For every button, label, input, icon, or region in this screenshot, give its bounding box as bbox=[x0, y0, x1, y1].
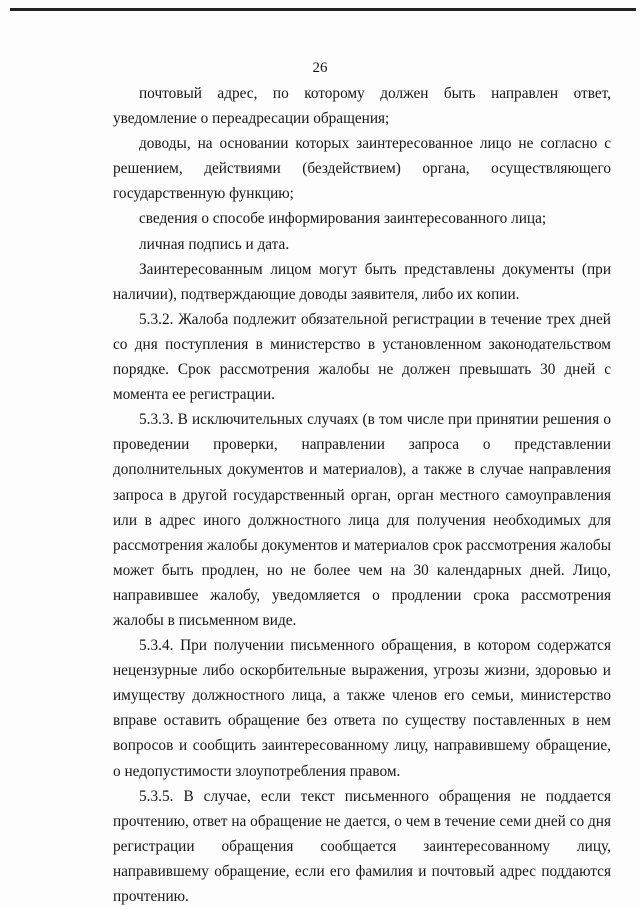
paragraph-5-3-4: 5.3.4. При получении письменного обращения, в котором содержатся нецензурные либо оскорбительные выражения, угрозы жизни, здоровью и имуществу должностного лица, а также членов его семьи, министерство вправе оставить обращение без ответа по существу поставленных в нем вопросов и сообщить заинтересованному лицу, направившему обращение, о недопустимости злоупотребления правом. bbox=[113, 637, 611, 780]
document-body bbox=[113, 81, 611, 909]
paragraph-5-3-3: 5.3.3. В исключительных случаях (в том числе при принятии решения о проведении проверки, направлении запроса о представлении дополнительных документов и материалов), а также в случае направления запроса в другой государственный орган, орган местного самоуправления или в адрес иного должностного лица для получения необходимых для рассмотрения жалобы документов и материалов срок рассмотрения жалобы может быть продлен, но не более чем на 30 календарных дней. Лицо, направившее жалобу, уведомляется о продлении срока рассмотрения жалобы в письменном виде. bbox=[113, 411, 611, 629]
page-number: 26 bbox=[312, 60, 328, 76]
paragraph-5-3-5: 5.3.5. В случае, если текст письменного обращения не поддается прочтению, ответ на обращение не дается, о чем в течение семи дней со дня регистрации обращения сообщается заинтересованному лицу, направившему обращение, если его фамилия и почтовый адрес поддаются прочтению. bbox=[113, 787, 611, 905]
paragraph-notification-method: сведения о способе информирования заинтересованного лица; bbox=[139, 210, 547, 228]
paragraph-documents: Заинтересованным лицом могут быть представлены документы (при наличии), подтверждающие доводы заявителя, либо их копии. bbox=[113, 260, 611, 303]
top-border-line bbox=[10, 8, 636, 11]
paragraph-arguments: доводы, на основании которых заинтересованное лицо не согласно с решением, действиями (бездействием) органа, осуществляющего государственную функцию; bbox=[113, 135, 611, 203]
paragraph-signature-date: личная подпись и дата. bbox=[139, 235, 290, 253]
paragraph-5-3-2: 5.3.2. Жалоба подлежит обязательной регистрации в течение трех дней со дня поступления в министерство в установленном законодательством порядке. Срок рассмотрения жалобы не должен превышать 30 дней с момента ее регистрации. bbox=[113, 310, 611, 404]
paragraph-postal-address: почтовый адрес, по которому должен быть направлен ответ, уведомление о переадресации обращения; bbox=[113, 85, 611, 128]
